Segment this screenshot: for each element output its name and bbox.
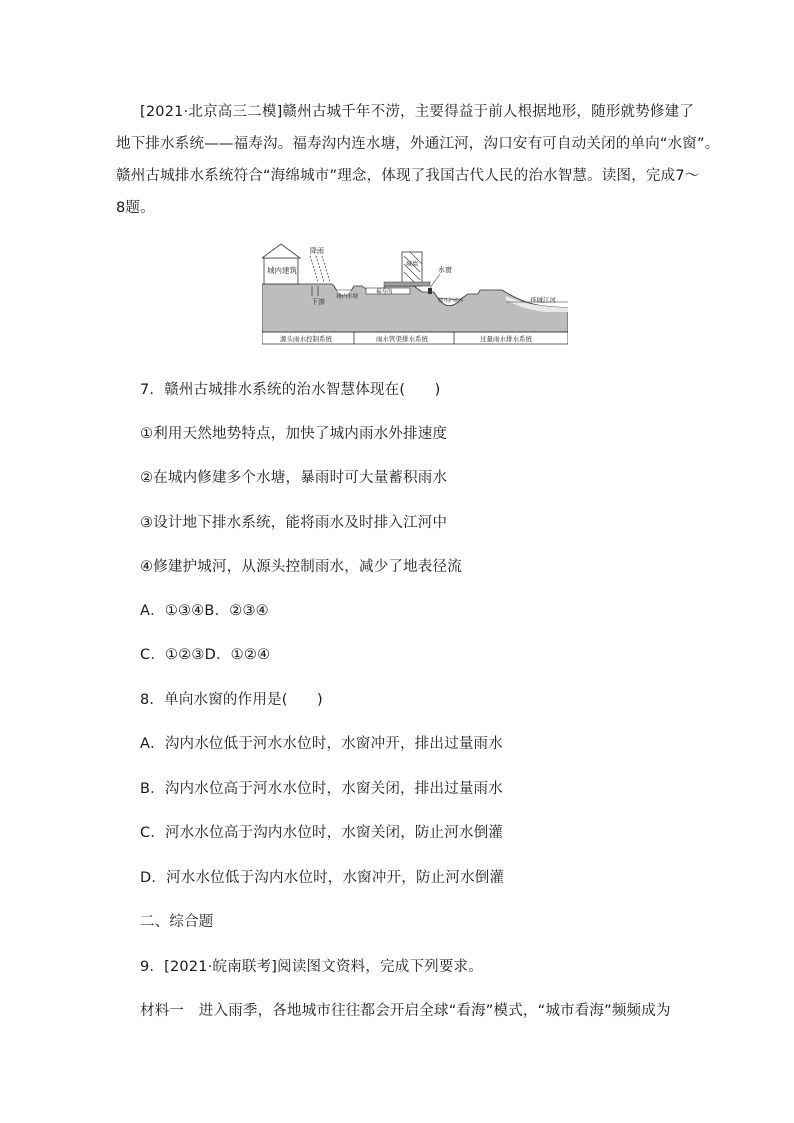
- water-window-gate: [428, 288, 432, 294]
- intro-line-2: 地下排水系统——福寿沟。福寿沟内连水塘，外通江河，沟口安有可自动关闭的单向“水窗”。: [116, 136, 720, 152]
- label-river: 环城江河: [530, 296, 556, 304]
- rain-arrows: [310, 256, 330, 282]
- q7-stem: 7．赣州古城排水系统的治水智慧体现在( ): [140, 382, 441, 398]
- label-building: 城内建筑: [267, 266, 297, 275]
- q7-option-2: ②在城内修建多个水塘，暴雨时可大量蓄积雨水: [140, 470, 448, 486]
- section-heading: 二、综合题: [140, 914, 214, 930]
- label-moat: 城外护城河: [438, 298, 464, 304]
- building-roof: [262, 244, 300, 258]
- label-system-2: 雨水管渠排水系统: [376, 335, 428, 343]
- ground-section: [262, 284, 568, 332]
- q7-option-1: ①利用天然地势特点，加快了城内雨水外排速度: [140, 426, 448, 442]
- q7-choice-ab: A．①③④B．②③④: [140, 603, 269, 619]
- label-water-window: 水窗: [438, 266, 452, 274]
- intro-line-4: 8题。: [116, 200, 155, 216]
- q7-choice-cd: C．①②③D．①②④: [140, 647, 271, 663]
- intro-line-1: [2021·北京高三二模]赣州古城千年不涝，主要得益于前人根据地形，随形就势修建了: [140, 104, 695, 120]
- q7-option-3: ③设计地下排水系统，能将雨水及时排入江河中: [140, 515, 448, 531]
- water-window-pointer: [430, 274, 440, 288]
- q9-stem: 9．[2021·皖南联考]阅读图文资料，完成下列要求。: [140, 959, 483, 975]
- q9-material-1: 材料一 进入雨季，各地城市往往都会开启全球“看海”模式，“城市看海”频频成为: [140, 1003, 671, 1019]
- label-rain: 降雨: [310, 247, 324, 255]
- label-infiltration: 下渗: [311, 298, 325, 306]
- q7-option-4: ④修建护城河，从源头控制雨水，减少了地表径流: [140, 559, 462, 575]
- intro-line-3: 赣州古城排水系统符合“海绵城市”理念，体现了我国古代人民的治水智慧。读图，完成7～: [116, 168, 700, 184]
- label-wall: 城墙: [406, 261, 419, 268]
- wall-base: [384, 282, 430, 286]
- label-system-3: 过量雨水排水系统: [480, 335, 532, 343]
- q8-choice-a: A．沟内水位低于河水水位时，水窗冲开，排出过量雨水: [140, 736, 503, 752]
- q8-choice-d: D．河水水位低于沟内水位时，水窗冲开，防止河水倒灌: [140, 870, 505, 886]
- q8-choice-c: C．河水水位高于沟内水位时，水窗关闭，防止河水倒灌: [140, 825, 504, 841]
- drainage-diagram-svg: [262, 240, 568, 348]
- label-pond: 城内水塘: [336, 294, 359, 300]
- q8-stem: 8．单向水窗的作用是( ): [140, 692, 323, 708]
- q8-choice-b: B．沟内水位高于河水水位时，水窗关闭，排出过量雨水: [140, 781, 503, 797]
- label-fushou: 福寿沟: [376, 289, 393, 295]
- label-system-1: 源头雨水控制系统: [280, 335, 332, 343]
- drainage-diagram: [262, 240, 568, 348]
